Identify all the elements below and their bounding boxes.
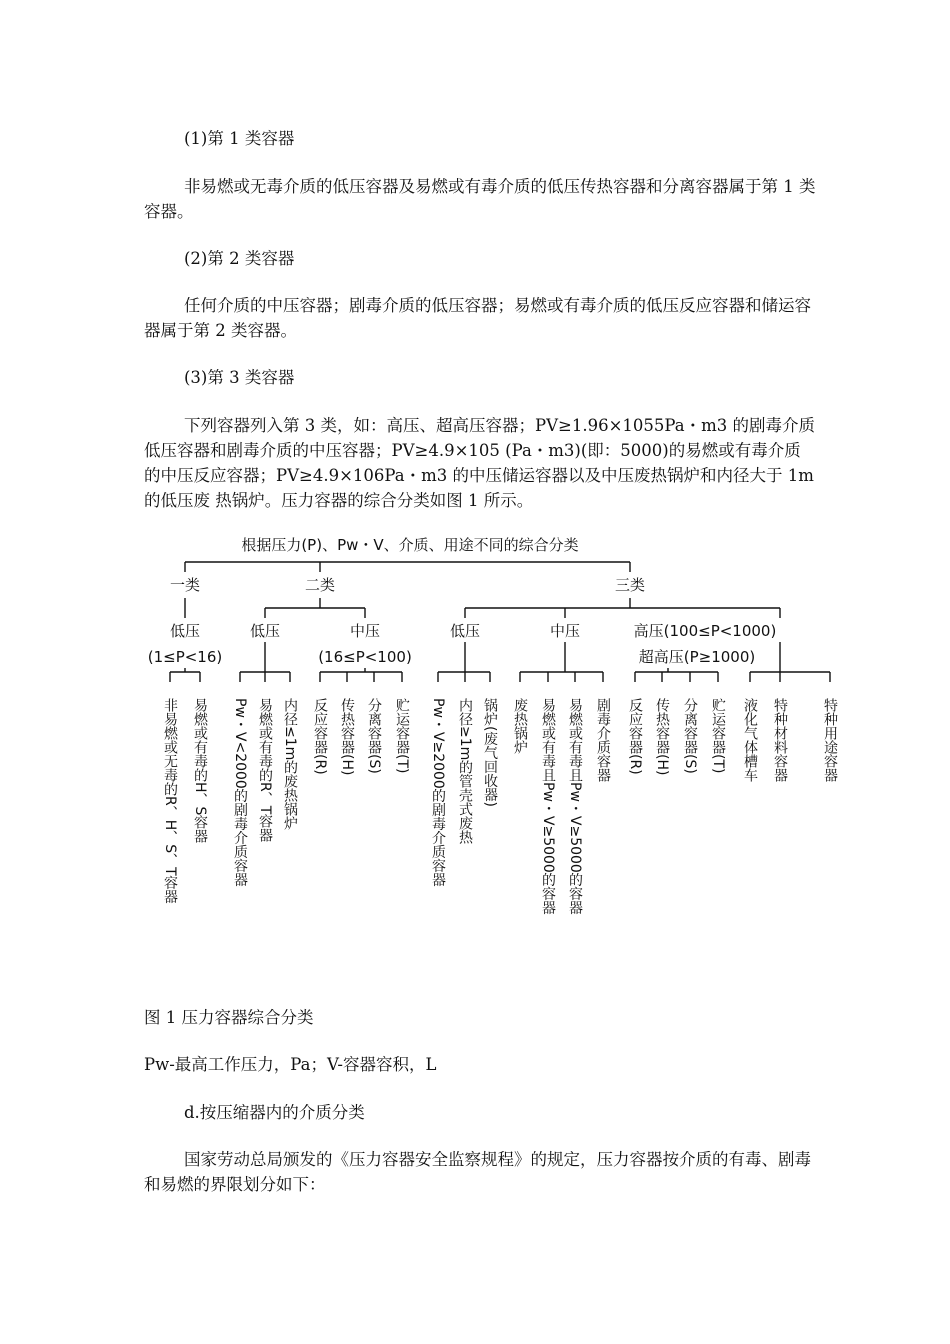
class1-low-node: 低压 [169,622,201,640]
leaf-label: 传热容器(H) [654,698,670,776]
class1-node: 一类 [169,576,201,594]
class3-ultra-node: 超高压(P≥1000) [638,648,756,666]
subsection-d: d.按压缩器内的介质分类 [184,1103,365,1122]
class3-body: 下列容器列入第 3 类，如：高压、超高压容器；PV≥1.96×1055Pa・m3 的剧毒介质低压容器和剧毒介质的中压容器；PV≥4.9×105 (Pa・m3)(即：5000)的易燃或有毒介质的中压反应容器；PV≥4.9×106Pa・m3 的中压储运容器以及中压废热锅炉和内径大于 1m 的低压废 热锅炉。压力容器的综合分类如图 1 所示。 [144,416,815,510]
class2-body: 任何介质的中压容器；剧毒介质的低压容器；易燃或有毒介质的低压反应容器和储运容器属于第 2 类容器。 [144,296,811,340]
final-paragraph: 国家劳动总局颁发的《压力容器安全监察规程》的规定，压力容器按介质的有毒、剧毒和易燃的界限划分如下： [144,1150,811,1194]
class3-node: 三类 [614,576,646,594]
class3-low-node: 低压 [449,622,481,640]
leaf-label: Pw・V<2000的剧毒介质容器 [232,698,248,887]
leaf-label: 易燃或有毒且Pw・V≥5000的容器 [567,698,583,915]
leaf-label: 分离容器(S) [682,698,698,774]
class2-range: (16≤P<100) [318,648,412,666]
leaf-label: 传热容器(H) [339,698,355,776]
leaf-label: 非易燃或无毒的R、H、S、T容器 [162,698,178,904]
leaf-label: 贮运容器(T) [710,698,726,774]
class3-mid-node: 中压 [549,622,581,640]
leaf-label: 反应容器(R) [312,698,328,775]
leaf-label: Pw・V≥2000的剧毒介质容器 [430,698,446,887]
legend-text: Pw-最高工作压力，Pa；V-容器容积，L [144,1055,437,1074]
class1-heading: (1)第 1 类容器 [184,129,295,148]
leaf-label: 易燃或有毒的H、S容器 [192,698,208,844]
class3-heading: (3)第 3 类容器 [184,368,295,387]
leaf-label: 液化气体槽车 [742,698,758,782]
leaf-label: 易燃或有毒的R、T容器 [257,698,273,843]
leaf-label: 反应容器(R) [627,698,643,775]
figure-title: 根据压力(P)、Pw・V、介质、用途不同的综合分类 [241,536,579,554]
class2-node: 二类 [304,576,336,594]
leaf-label: 贮运容器(T) [394,698,410,774]
classification-tree-figure [140,522,840,942]
leaf-label: 剧毒介质容器 [595,698,611,782]
leaf-label: 特种用途容器 [822,698,838,782]
leaf-label: 特种材料容器 [772,698,788,782]
class3-high-node: 高压(100≤P<1000) [633,622,777,640]
leaf-label: 内径≥1m的管壳式废热 [457,698,473,845]
leaf-label: 分离容器(S) [366,698,382,774]
class1-range: (1≤P<16) [147,648,223,666]
class2-low-node: 低压 [249,622,281,640]
leaf-label: 废热锅炉 [512,698,528,754]
class1-body: 非易燃或无毒介质的低压容器及易燃或有毒介质的低压传热容器和分离容器属于第 1 类容器。 [144,177,816,221]
leaf-label: 锅炉(废气回收器) [482,698,498,807]
leaf-label: 易燃或有毒且Pw・V≥5000的容器 [540,698,556,915]
leaf-label: 内径≤1m的废热锅炉 [282,698,298,831]
figure-caption: 图 1 压力容器综合分类 [144,1008,314,1027]
class2-heading: (2)第 2 类容器 [184,249,295,268]
class2-mid-node: 中压 [349,622,381,640]
